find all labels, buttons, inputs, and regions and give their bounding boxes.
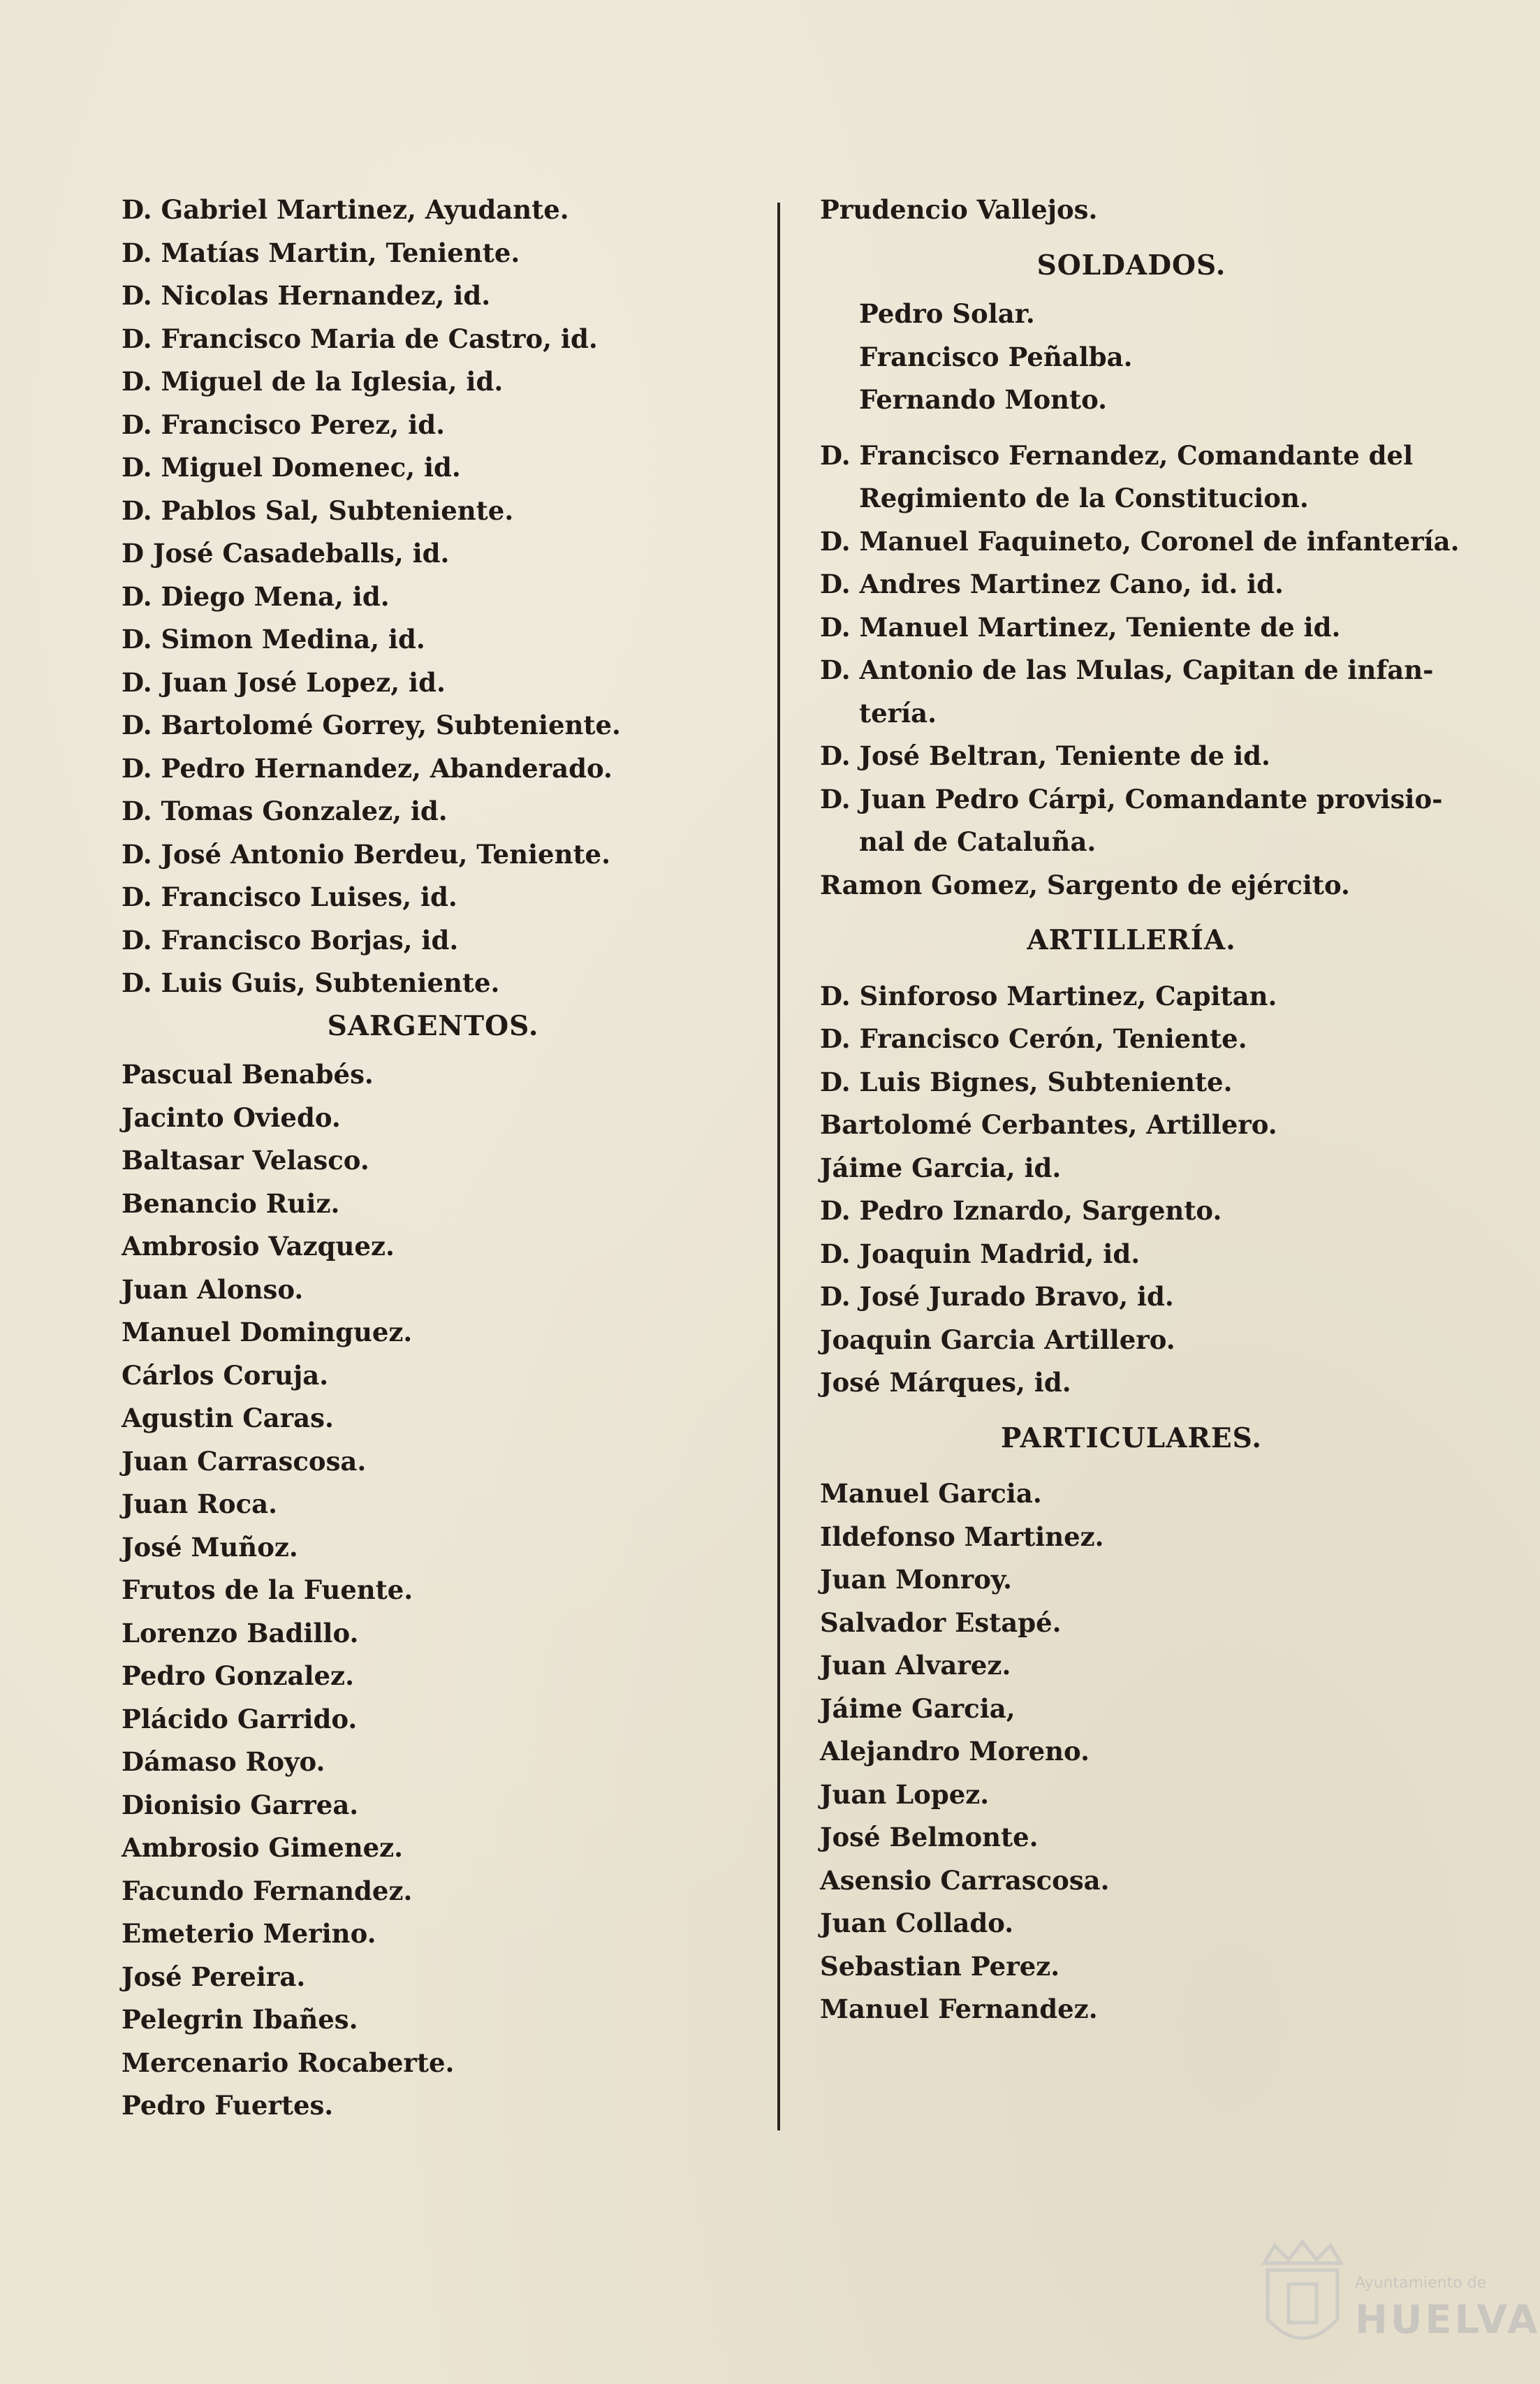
list-item: Juan Carrascosa. [122,1445,367,1477]
left-column [119,189,747,2128]
list-item: Jáime Garcia, id. [820,1152,1062,1183]
list-item: D. Simon Medina, id. [122,624,425,654]
list-item: D. Nicolas Hernandez, id. [122,280,491,311]
list-item: Manuel Dominguez. [122,1317,413,1347]
list-item: D. Luis Bignes, Subteniente. [820,1066,1233,1097]
list-item: D. Gabriel Martinez, Ayudante. [122,194,569,225]
list-item: Plácido Garrido. [122,1703,358,1734]
list-item: Frutos de la Fuente. [122,1574,413,1605]
list-item: Salvador Estapé. [820,1607,1062,1638]
list-item: Dionisio Garrea. [122,1789,359,1820]
list-item: D. Francisco Maria de Castro, id. [122,323,598,354]
list-item: Mercenario Rocaberte. [122,2047,455,2078]
list-item: D. Francisco Cerón, Teniente. [820,1023,1247,1054]
crown-shield-icon [1250,2235,1540,2368]
list-item: D. Manuel Faquineto, Coronel de infantería. [820,525,1460,557]
list-item: D. José Jurado Bravo, id. [820,1281,1174,1312]
list-item: Pedro Fuertes. [122,2090,334,2121]
archive-watermark [1250,2235,1540,2368]
list-item: D José Casadeballs, id. [122,538,450,569]
list-item: Prudencio Vallejos. [820,194,1098,225]
list-item: D. Pablos Sal, Subteniente. [122,495,514,526]
list-item: D. Francisco Fernandez, Comandante del [820,439,1414,471]
list-item: Dámaso Royo. [122,1746,325,1777]
list-item: Ambrosio Vazquez. [122,1231,395,1262]
list-item: Regimiento de la Constitucion. [859,483,1309,513]
list-item: D. Juan José Lopez, id. [122,666,446,698]
list-item: Juan Collado. [820,1908,1014,1938]
list-item: Pedro Gonzalez. [122,1660,354,1691]
list-item: D. Sinforoso Martinez, Capitan. [820,980,1277,1011]
list-item: Cárlos Coruja. [122,1359,329,1391]
list-item: tería. [859,697,937,729]
list-item: D. Pedro Hernandez, Abanderado. [122,752,613,784]
list-item: Agustin Caras. [122,1403,334,1433]
particulares-list [817,1472,1446,2031]
list-item: Pascual Benabés. [122,1059,374,1090]
section-heading-artilleria: ARTILLERÍA. [1027,924,1236,956]
list-item: D. Miguel de la Iglesia, id. [122,366,504,397]
list-item: D. Matías Martin, Teniente. [122,237,520,268]
list-item: D. Francisco Luises, id. [122,882,457,912]
list-item: D. Tomas Gonzalez, id. [122,796,448,826]
list-item: D. Diego Mena, id. [122,580,390,612]
list-item: D. Antonio de las Mulas, Capitan de infan- [820,654,1434,685]
list-item: D. José Antonio Berdeu, Teniente. [122,838,610,870]
list-item: Joaquin Garcia Artillero. [820,1324,1175,1355]
list-item: Benancio Ruiz. [122,1187,340,1219]
list-item: Manuel Fernandez. [820,1994,1098,2024]
list-item: Juan Lopez. [820,1778,990,1810]
list-item: nal de Cataluña. [859,826,1097,857]
officer-list [119,189,747,1005]
list-item: José Pereira. [122,1961,306,1992]
list-item: Pedro Solar. [859,298,1035,329]
section-heading-sargentos: SARGENTOS. [327,1009,539,1042]
artilleria-list [817,975,1446,1405]
list-item: Ildefonso Martinez. [820,1521,1104,1552]
list-item: Sebastian Perez. [820,1950,1060,1982]
list-item: D. José Beltran, Teniente de id. [820,740,1270,771]
watermark-line1: Ayuntamiento de [1355,2274,1487,2292]
list-item: D. Miguel Domenec, id. [122,452,461,483]
watermark-line2: HUELVA [1355,2297,1540,2343]
list-item: Francisco Peñalba. [859,341,1133,372]
list-item: D. Luis Guis, Subteniente. [122,967,500,998]
list-item: D. Juan Pedro Cárpi, Comandante provisio- [820,783,1443,814]
list-item: Jáime Garcia, [820,1692,1015,1724]
list-item: Juan Roca. [122,1489,277,1519]
list-item: José Márques, id. [820,1367,1071,1398]
list-item: Emeterio Merino. [122,1918,376,1949]
list-item: D. Bartolomé Gorrey, Subteniente. [122,710,621,740]
list-item: Baltasar Velasco. [122,1145,369,1176]
list-item: D. Francisco Borjas, id. [122,924,459,956]
list-item: Ambrosio Gimenez. [122,1832,404,1863]
list-item: Facundo Fernandez. [122,1875,413,1906]
list-item: José Belmonte. [820,1822,1039,1852]
list-item: D. Pedro Iznardo, Sargento. [820,1195,1222,1226]
section-heading-soldados: SOLDADOS. [1036,249,1226,281]
list-item: D. Joaquin Madrid, id. [820,1238,1141,1269]
list-item: Asensio Carrascosa. [820,1864,1110,1896]
list-item: D. Francisco Perez, id. [122,409,446,440]
right-column [817,189,1460,2031]
list-item: Ramon Gomez, Sargento de ejército. [820,869,1350,900]
list-item: D. Andres Martinez Cano, id. id. [820,569,1284,599]
list-item: Pelegrin Ibañes. [122,2004,358,2035]
officer-list [817,434,1460,907]
list-item: D. Manuel Martinez, Teniente de id. [820,611,1341,643]
soldados-list [817,293,1446,422]
list-item: Bartolomé Cerbantes, Artillero. [820,1109,1277,1140]
sargentos-list [119,1053,747,2128]
list-item: Juan Monroy. [820,1564,1013,1595]
section-heading-particulares: PARTICULARES. [1001,1421,1262,1454]
list-item: Alejandro Moreno. [820,1736,1090,1767]
list-item: Jacinto Oviedo. [122,1102,341,1133]
list-item: José Muñoz. [122,1531,298,1563]
list-item: Juan Alvarez. [820,1650,1011,1681]
list-item: Lorenzo Badillo. [122,1617,359,1648]
list-item: Manuel Garcia. [820,1478,1042,1509]
list-item: Juan Alonso. [122,1273,304,1305]
column-divider [777,203,780,2130]
list-item: Fernando Monto. [859,384,1108,415]
